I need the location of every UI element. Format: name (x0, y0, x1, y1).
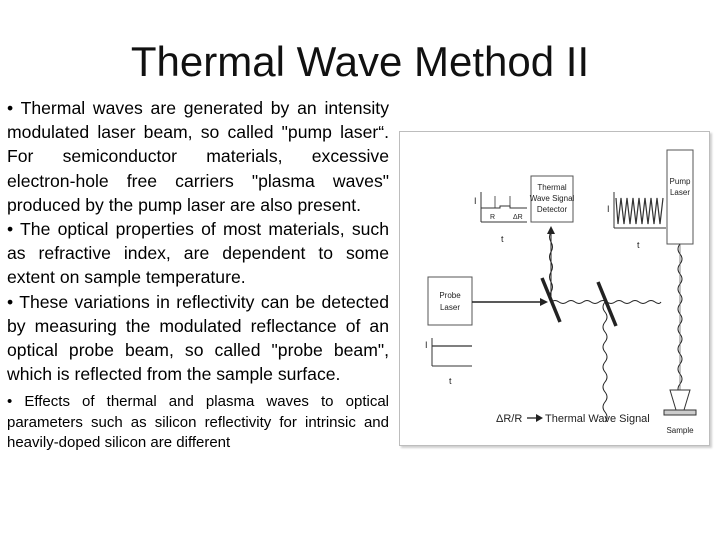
axis-t-label: t (449, 376, 452, 386)
probe-label-line2: Laser (439, 303, 461, 312)
axis-t-label: t (501, 234, 504, 244)
sample-plate (664, 410, 696, 415)
axis-t-label: t (637, 240, 640, 250)
detector-label-line1: Thermal (537, 183, 567, 192)
pump-label-line1: Pump (669, 177, 691, 186)
arrowhead (540, 298, 548, 306)
axis-I-label: I (425, 340, 428, 350)
dR-label: ΔR (513, 214, 523, 221)
delta-r-label: ΔR/R (496, 413, 523, 425)
reflectance-trace (481, 206, 527, 208)
detector-label-line3: Detector (536, 205, 568, 214)
bullet-paragraph: • These variations in reflectivity can be detected by measuring the modulated reflectance of an optical probe beam, so called "probe beam", which is reflected from the sample surface. (7, 291, 389, 385)
sample-label: Sample (666, 426, 694, 435)
modulated-signal-trace (616, 198, 663, 224)
slide-title: Thermal Wave Method II (130, 38, 590, 85)
R-label: R (490, 214, 496, 221)
bullet-paragraph: • The optical properties of most materials, such as refractive index, are dependent to some extent on sample temperature. (7, 219, 389, 288)
diagram-svg (400, 132, 709, 445)
arrowhead (547, 226, 555, 234)
bullet-paragraph-small: • Effects of thermal and plasma waves to optical parameters such as silicon reflectivity for intrinsic and heavily-doped silicon are different (7, 393, 389, 452)
detector-label-line2: Wave Signal (529, 194, 575, 203)
pump-laser-box (667, 150, 693, 244)
arrowhead (536, 414, 543, 422)
probe-laser-box (428, 277, 472, 325)
probe-label-line1: Probe (439, 291, 461, 300)
sample-cone (670, 390, 690, 410)
thermal-wave-diagram (399, 131, 710, 446)
pump-label-line2: Laser (669, 188, 691, 197)
axis-I-label: I (474, 196, 477, 206)
axis-I-label: I (607, 204, 610, 214)
thermal-wave-signal-label: Thermal Wave Signal (545, 413, 650, 425)
probe-to-sample-wave (603, 302, 607, 422)
bullet-paragraph: • Thermal waves are generated by an intensity modulated laser beam, so called "pump laser“. For semiconductor materials, excessive electron-hole free carriers "plasma waves" produced by the pump laser are also present. (7, 98, 389, 215)
slide-body (7, 96, 389, 454)
